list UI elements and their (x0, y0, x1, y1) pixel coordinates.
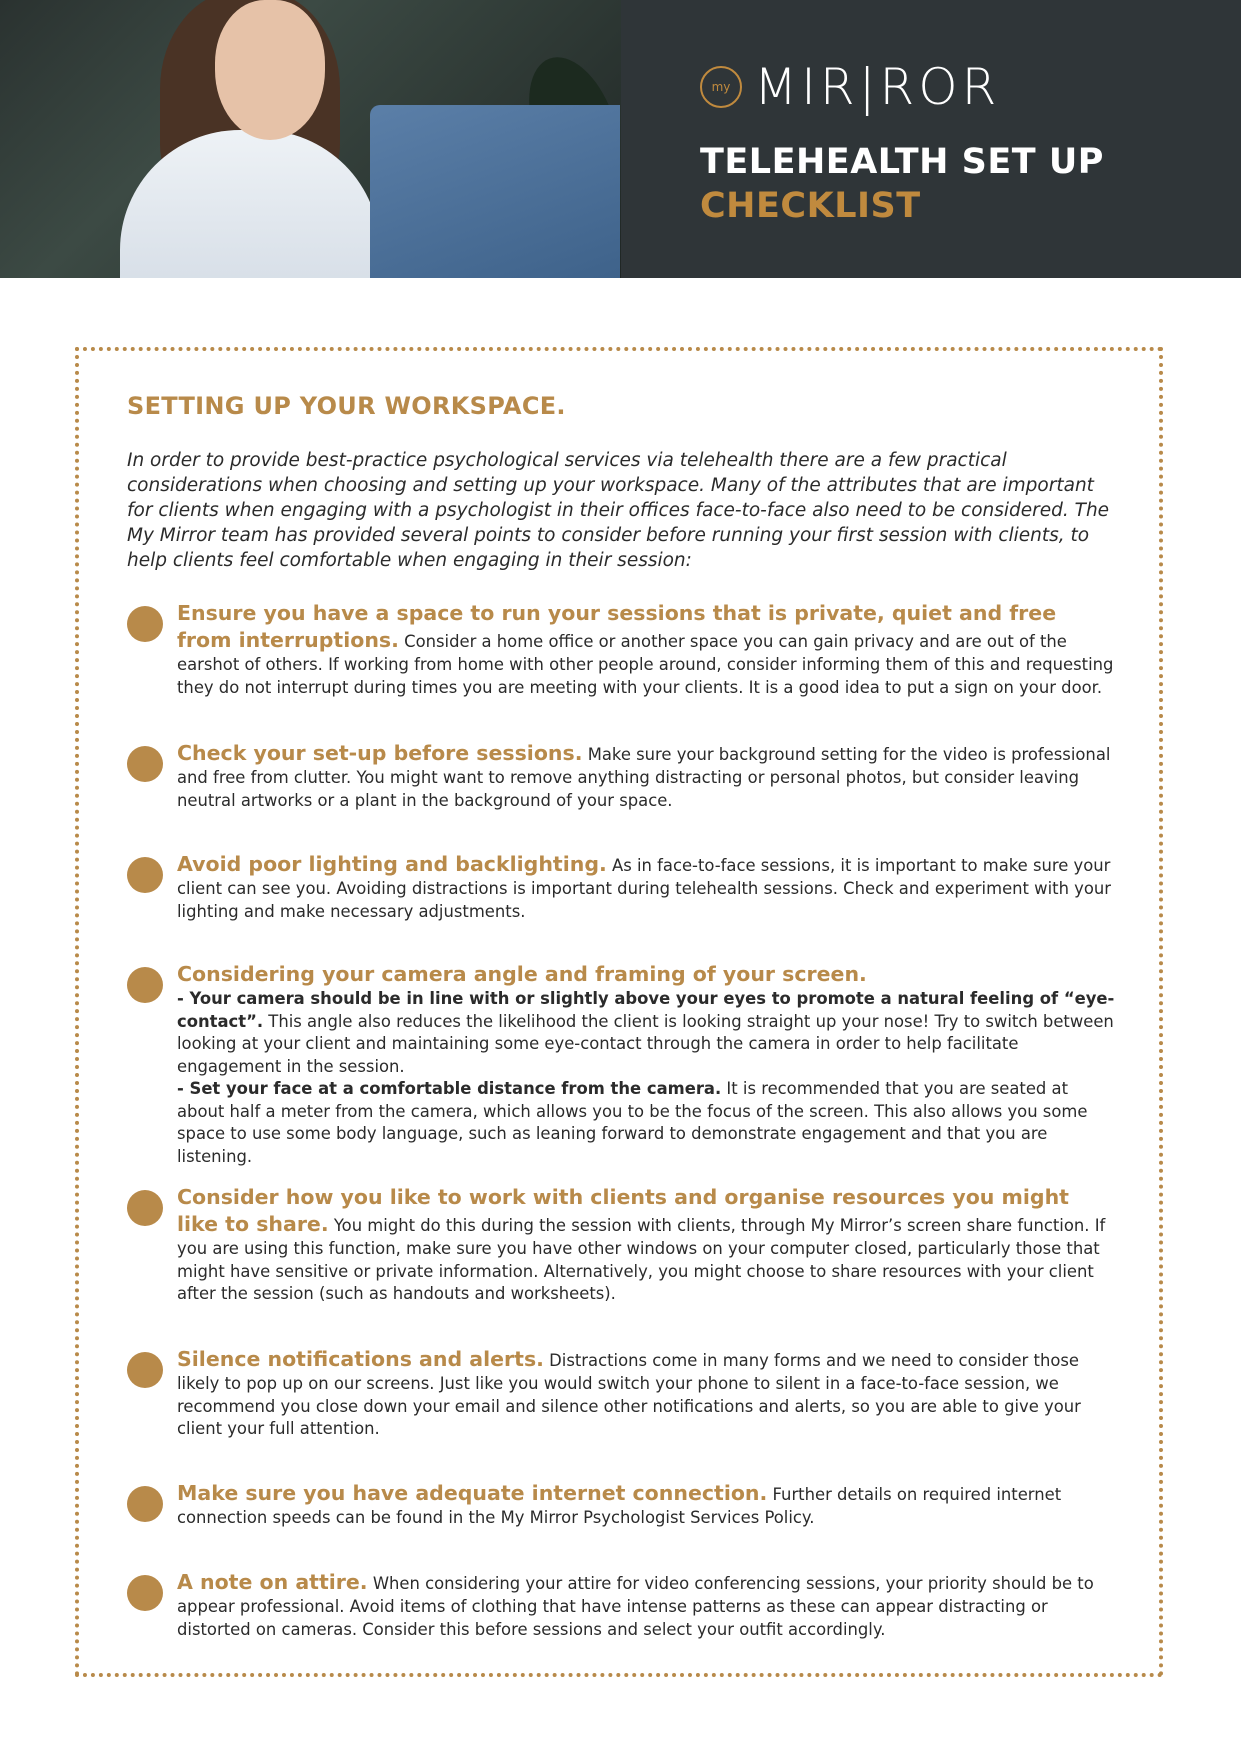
item-lead: A note on attire. (177, 1570, 368, 1594)
bullet-icon (127, 1575, 163, 1611)
item-sublead: - Your camera should be in line with or slightly above your eyes to promote a natural feeling of “eye-contact”. (177, 989, 1115, 1031)
checklist-item (127, 1346, 1117, 1441)
checklist-item (127, 1480, 1117, 1530)
bullet-icon (127, 746, 163, 782)
item-lead: Check your set-up before sessions. (177, 741, 583, 765)
item-body: It is recommended that you are seated at about half a meter from the camera, which allows you to be the focus of the screen. This also allows you some space to use some body language, such as leaning forward to demonstrate engagement and that you are listening. (177, 1079, 1088, 1166)
item-lead: Silence notifications and alerts. (177, 1347, 544, 1371)
checklist-item (127, 1184, 1117, 1306)
checklist-item (127, 740, 1117, 812)
bullet-icon (127, 967, 163, 1003)
laptop-graphic (370, 105, 620, 278)
item-body: You might do this during the session with clients, through My Mirror’s screen share function. If you are using this function, make sure you have other windows on your computer closed, particularly those that might have sensitive or private information. Alternatively, you might choose to share resources with your client after the session (such as handouts and worksheets). (177, 1216, 1106, 1303)
hero-photo (0, 0, 621, 278)
item-body: Distractions come in many forms and we need to consider those likely to pop up on our screens. Just like you would switch your phone to silent in a face-to-face session, we recommend you close down your email and silence other notifications and alerts, so you are able to give your client your full attention. (177, 1351, 1081, 1438)
page-title-line2: CHECKLIST (700, 186, 921, 226)
checklist-item (127, 600, 1117, 699)
bullet-icon (127, 1352, 163, 1388)
item-body: Further details on required internet connection speeds can be found in the My Mirror Psychologist Services Policy. (177, 1485, 1062, 1527)
bullet-icon (127, 1486, 163, 1522)
item-sublead: - Set your face at a comfortable distance from the camera. (177, 1079, 722, 1098)
item-body: This angle also reduces the likelihood the client is looking straight up your nose! Try to switch between looking at your client and maintaining some eye-contact through the camera in order to help facilitate engagement in the session. (177, 1011, 1114, 1076)
item-lead: Make sure you have adequate internet connection. (177, 1481, 768, 1505)
checklist-item (127, 961, 1117, 1168)
intro-paragraph: In order to provide best-practice psychological services via telehealth there are a few practical considerations when choosing and setting up your workspace. Many of the attributes that are important for clients when engaging with a psychologist in their offices face-to-face also need to be considered. The My Mirror team has provided several points to consider before running your first session with clients, to help clients feel comfortable when engaging in their session: (127, 450, 1110, 571)
header-panel (621, 0, 1241, 278)
item-lead: Ensure you have a space to run your sessions that is private, quiet and free from interruptions. (177, 601, 1057, 652)
logo-wordmark: MIR|ROR (754, 58, 1001, 116)
checklist-item (127, 851, 1117, 923)
header (0, 0, 1241, 278)
bullet-icon (127, 1190, 163, 1226)
item-body: Make sure your background setting for the video is professional and free from clutter. You might want to remove anything distracting or personal photos, but consider leaving neutral artworks or a plant in the background of your space. (177, 745, 1111, 810)
item-body: As in face-to-face sessions, it is important to make sure your client can see you. Avoiding distractions is important during telehealth sessions. Check and experiment with your lighting and make necessary adjustments. (177, 856, 1112, 921)
item-lead: Considering your camera angle and framing of your screen. (177, 962, 867, 986)
bullet-icon (127, 606, 163, 642)
item-lead: Consider how you like to work with clients and organise resources you might like to share. (177, 1185, 1069, 1236)
item-body: Consider a home office or another space you can gain privacy and are out of the earshot of others. If working from home with other people around, consider informing them of this and requesting they do not interrupt during times you are meeting with your clients. It is a good idea to put a sign on your door. (177, 632, 1114, 697)
item-lead: Avoid poor lighting and backlighting. (177, 852, 607, 876)
item-body: When considering your attire for video conferencing sessions, your priority should be to appear professional. Avoid items of clothing that have intense patterns as these can appear distracting or distorted on cameras. Consider this before sessions and select your outfit accordingly. (177, 1574, 1094, 1639)
logo-circle: my (700, 66, 742, 108)
section-title: SETTING UP YOUR WORKSPACE. (127, 392, 566, 420)
checklist-item (127, 1569, 1117, 1641)
bullet-icon (127, 857, 163, 893)
person-graphic (120, 0, 380, 278)
page-title-line1: TELEHEALTH SET UP (700, 142, 1104, 182)
logo (700, 52, 1000, 122)
